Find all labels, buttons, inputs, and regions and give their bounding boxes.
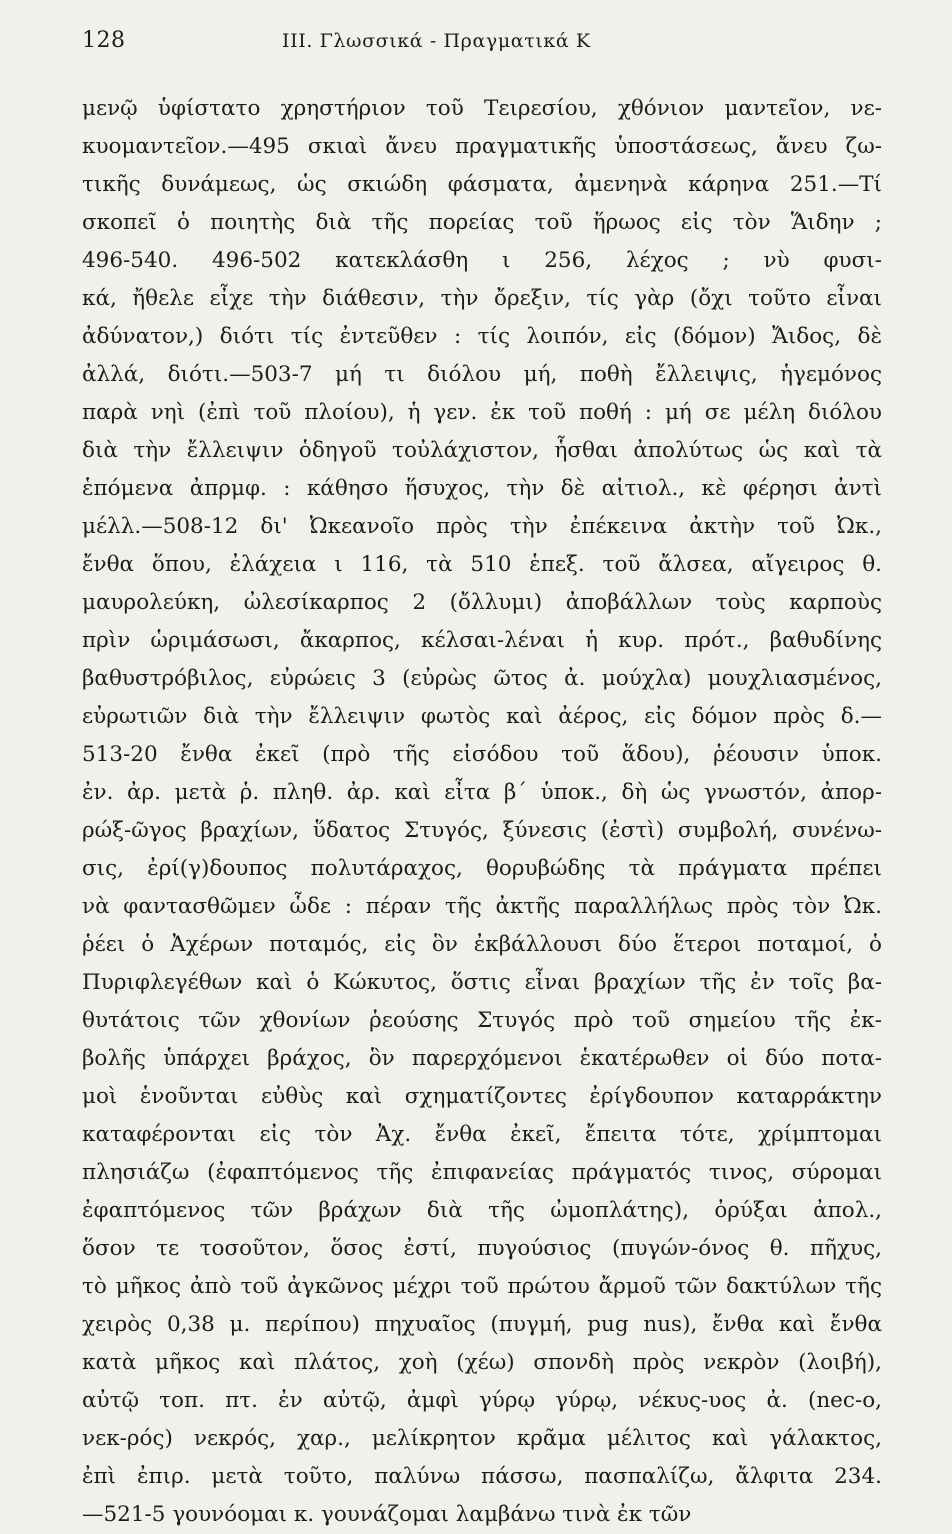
text-line: χειρὸς 0,38 μ. περίπου) πηχυαῖος (πυγμή, pug nus), ἔνθα καὶ ἔνθα bbox=[82, 1312, 882, 1337]
text-line: κατὰ μῆκος καὶ πλάτος, χοὴ (χέω) σπονδὴ πρὸς νεκρὸν (λοιβή), bbox=[82, 1350, 882, 1375]
running-title: III. Γλωσσικά - Πραγματικά Κ bbox=[282, 30, 591, 52]
text-line: ῥέει ὁ Ἀχέρων ποταμός, εἰς ὃν ἐκβάλλουσι δύο ἕτεροι ποταμοί, ὁ bbox=[82, 932, 882, 957]
text-line: παρὰ νηὶ (ἐπὶ τοῦ πλοίου), ἡ γεν. ἐκ τοῦ ποθή : μή σε μέλη διόλου bbox=[82, 400, 882, 425]
text-line: ἐν. ἀρ. μετὰ ῥ. πληθ. ἀρ. καὶ εἶτα β΄ ὑποκ., δὴ ὡς γνωστόν, ἀπορ- bbox=[82, 780, 882, 805]
text-line: νεκ-ρός) νεκρός, χαρ., μελίκρητον κρᾶμα μέλιτος καὶ γάλακτος, bbox=[82, 1426, 882, 1451]
commentary-text bbox=[82, 90, 882, 1534]
text-line: ἑπόμενα ἀπρμφ. : κάθησο ἥσυχος, τὴν δὲ αἰτιολ., κὲ φέρησι ἀντὶ bbox=[82, 476, 882, 501]
text-line: βαθυστρόβιλος, εὐρώεις 3 (εὐρὼς ῶτος ἀ. μούχλα) μουχλιασμένος, bbox=[82, 666, 882, 691]
text-line: ἐπὶ ἐπιρ. μετὰ τοῦτο, παλύνω πάσσω, πασπαλίζω, ἄλφιτα 234. bbox=[82, 1464, 882, 1489]
text-line: διὰ τὴν ἔλλειψιν ὁδηγοῦ τοὐλάχιστον, ἧσθαι ἀπολύτως ὡς καὶ τὰ bbox=[82, 438, 882, 463]
text-line: πλησιάζω (ἐφαπτόμενος τῆς ἐπιφανείας πράγματός τινος, σύρομαι bbox=[82, 1160, 882, 1185]
text-line: ἀλλά, διότι.—503-7 μή τι διόλου μή, ποθὴ ἔλλειψις, ἡγεμόνος bbox=[82, 362, 882, 387]
text-line: μέλλ.—508-12 δι' Ὠκεανοῖο πρὸς τὴν ἐπέκεινα ἀκτὴν τοῦ Ὠκ., bbox=[82, 514, 882, 539]
text-line: καταφέρονται εἰς τὸν Ἀχ. ἔνθα ἐκεῖ, ἔπειτα τότε, χρίμπτομαι bbox=[82, 1122, 882, 1147]
text-line: 496-540. 496-502 κατεκλάσθη ι 256, λέχος ; νὺ φυσι- bbox=[82, 248, 882, 273]
page-number: 128 bbox=[82, 28, 126, 53]
text-line: κυομαντεῖον.—495 σκιαὶ ἄνευ πραγματικῆς ὑποστάσεως, ἄνευ ζω- bbox=[82, 134, 882, 159]
text-line: ὅσον τε τοσοῦτον, ὅσος ἐστί, πυγούσιος (πυγών-όνος θ. πῆχυς, bbox=[82, 1236, 882, 1261]
text-line: βολῆς ὑπάρχει βράχος, ὃν παρερχόμενοι ἑκατέρωθεν οἱ δύο ποτα- bbox=[82, 1046, 882, 1071]
text-line: μαυρολεύκη, ὠλεσίκαρπος 2 (ὄλλυμι) ἀποβάλλων τοὺς καρποὺς bbox=[82, 590, 882, 615]
text-line: κά, ἤθελε εἶχε τὴν διάθεσιν, τὴν ὄρεξιν, τίς γὰρ (ὄχι τοῦτο εἶναι bbox=[82, 286, 882, 311]
text-line: πρὶν ὡριμάσωσι, ἄκαρπος, κέλσαι-λέναι ἡ κυρ. πρότ., βαθυδίνης bbox=[82, 628, 882, 653]
text-line: εὐρωτιῶν διὰ τὴν ἔλλειψιν φωτὸς καὶ ἀέρος, εἰς δόμον πρὸς δ.— bbox=[82, 704, 882, 729]
text-line: ἀδύνατον,) διότι τίς ἐντεῦθεν : τίς λοιπόν, εἰς (δόμον) Ἄιδος, δὲ bbox=[82, 324, 882, 349]
page-header bbox=[82, 28, 880, 64]
text-line: —521-5 γουνόομαι κ. γουνάζομαι λαμβάνω τινὰ ἐκ τῶν bbox=[82, 1502, 692, 1527]
text-line: ἔνθα ὅπου, ἐλάχεια ι 116, τὰ 510 ἑπεξ. τοῦ ἄλσεα, αἴγειρος θ. bbox=[82, 552, 882, 577]
text-line: σις, ἐρί(γ)δουπος πολυτάραχος, θορυβώδης τὰ πράγματα πρέπει bbox=[82, 856, 882, 881]
text-line: σκοπεῖ ὁ ποιητὴς διὰ τῆς πορείας τοῦ ἥρωος εἰς τὸν Ἅιδην ; bbox=[82, 210, 882, 235]
text-line: 513-20 ἔνθα ἐκεῖ (πρὸ τῆς εἰσόδου τοῦ ἅδου), ῥέουσιν ὑποκ. bbox=[82, 742, 882, 767]
text-line: ἐφαπτόμενος τῶν βράχων διὰ τῆς ὠμοπλάτης), ὀρύξαι ἀπολ., bbox=[82, 1198, 882, 1223]
text-line: τικῆς δυνάμεως, ὡς σκιώδη φάσματα, ἀμενηνὰ κάρηνα 251.—Τί bbox=[82, 172, 882, 197]
text-line: ρώξ-ῶγος βραχίων, ὕδατος Στυγός, ξύνεσις (ἐστὶ) συμβολή, συνένω- bbox=[82, 818, 882, 843]
text-line: τὸ μῆκος ἀπὸ τοῦ ἀγκῶνος μέχρι τοῦ πρώτου ἄρμοῦ τῶν δακτύλων τῆς bbox=[82, 1274, 882, 1299]
text-line: μενῷ ὑφίστατο χρηστήριον τοῦ Τειρεσίου, χθόνιον μαντεῖον, νε- bbox=[82, 96, 882, 121]
text-line: νὰ φαντασθῶμεν ὧδε : πέραν τῆς ἀκτῆς παραλλήλως πρὸς τὸν Ὠκ. bbox=[82, 894, 882, 919]
text-line: μοὶ ἑνοῦνται εὐθὺς καὶ σχηματίζοντες ἐρίγδουπον καταρράκτην bbox=[82, 1084, 882, 1109]
text-line: θυτάτοις τῶν χθονίων ῥεούσης Στυγός πρὸ τοῦ σημείου τῆς ἐκ- bbox=[82, 1008, 882, 1033]
text-line: Πυριφλεγέθων καὶ ὁ Κώκυτος, ὅστις εἶναι βραχίων τῆς ἐν τοῖς βα- bbox=[82, 970, 882, 995]
text-line: αὐτῷ τοπ. πτ. ἐν αὐτῷ, ἀμφὶ γύρῳ γύρῳ, νέκυς-υος ἀ. (nec-o, bbox=[82, 1388, 882, 1413]
